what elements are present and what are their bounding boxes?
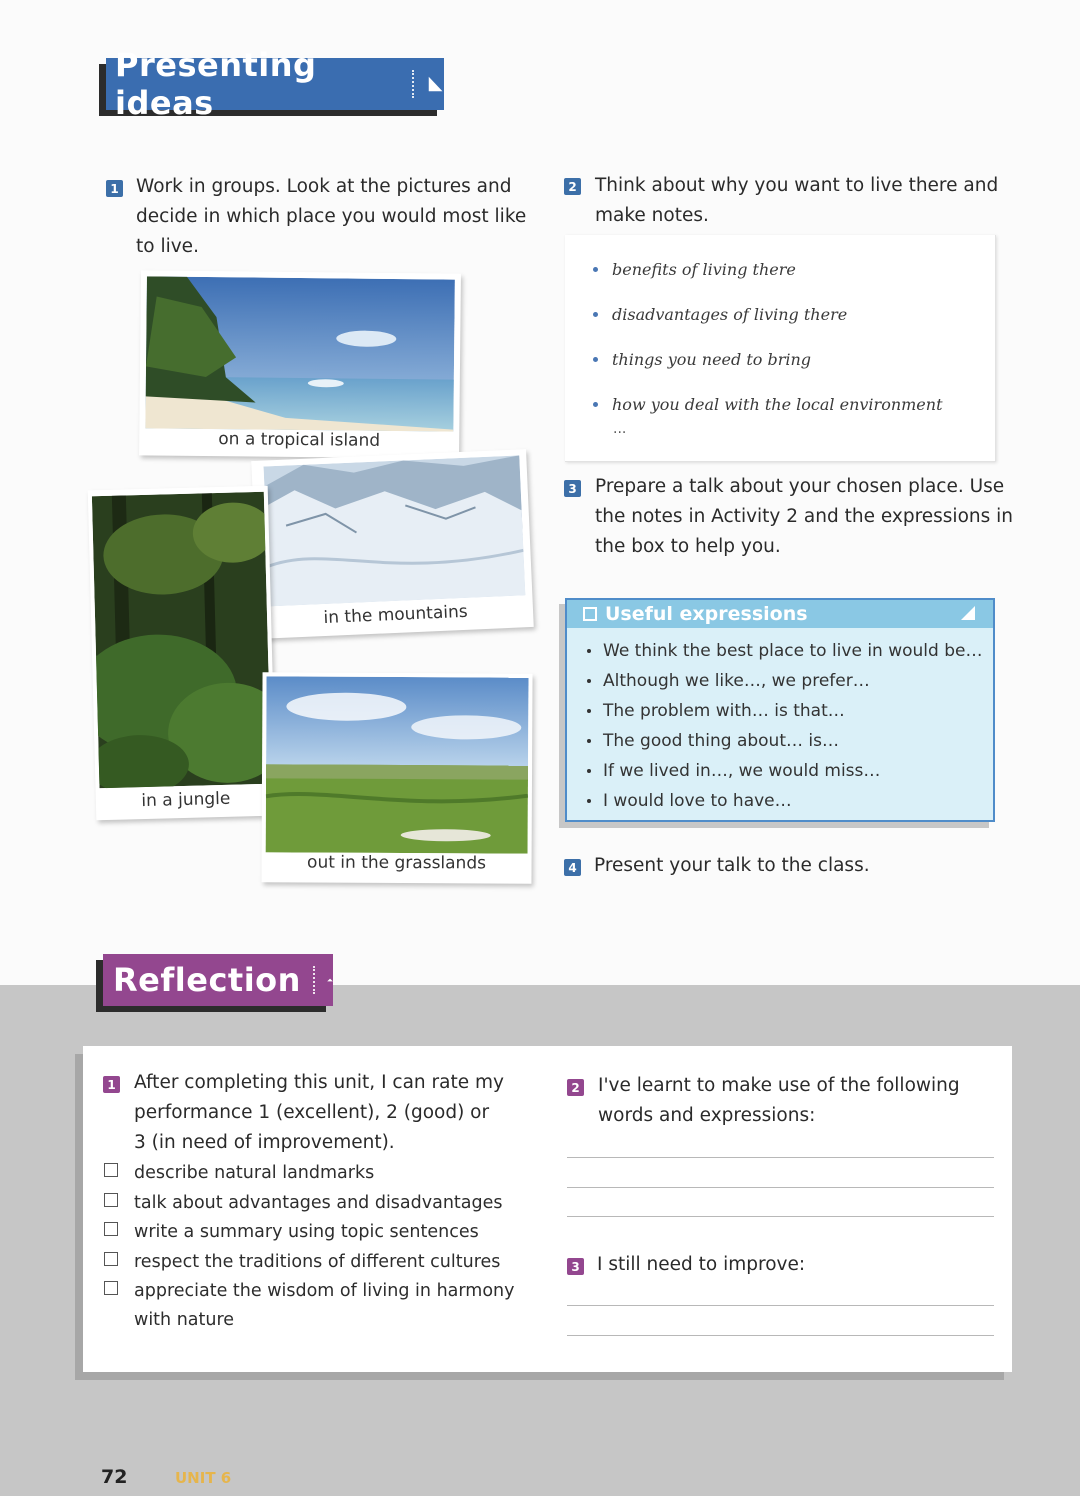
note-item: benefits of living there <box>593 247 943 292</box>
photo-tropical-island <box>139 270 461 458</box>
reflection-2-number: 2 <box>567 1079 584 1096</box>
activity-1-text: Work in groups. Look at the pictures and decide in which place you would most like to live. <box>136 176 527 257</box>
caption-mountains: in the mountains <box>323 601 469 629</box>
jungle-image <box>92 492 272 788</box>
island-image <box>145 276 455 431</box>
answer-line[interactable] <box>567 1305 994 1306</box>
expression-item: The problem with… is that… <box>587 696 982 726</box>
triangle-up-icon <box>327 971 333 989</box>
checkbox[interactable] <box>104 1163 118 1177</box>
activity-2-text: Think about why you want to live there and make notes. <box>595 175 999 226</box>
useful-expressions-box <box>565 598 995 822</box>
note-item: things you need to bring <box>593 337 943 382</box>
useful-expressions-header: Useful expressions <box>567 600 993 628</box>
activity-4-text: Present your talk to the class. <box>594 855 870 876</box>
caption-island: on a tropical island <box>218 429 381 451</box>
checkbox[interactable] <box>104 1281 118 1295</box>
note-item: disadvantages of living there <box>593 292 943 337</box>
expression-item: I would love to have… <box>587 786 982 816</box>
notes-ellipsis: ... <box>613 421 627 437</box>
reflection-title: Reflection <box>113 961 301 999</box>
checkbox[interactable] <box>104 1252 118 1266</box>
mountains-image <box>263 455 525 606</box>
flag-icon <box>426 74 444 94</box>
activity-1-number: 1 <box>106 180 123 197</box>
reflection-3-number: 3 <box>567 1258 584 1275</box>
grasslands-image <box>266 676 529 853</box>
photo-mountains <box>251 449 534 639</box>
answer-line[interactable] <box>567 1187 994 1188</box>
checkbox-icon <box>583 607 597 621</box>
reflection-1-number: 1 <box>103 1076 120 1093</box>
presenting-ideas-header <box>99 46 445 122</box>
photo-grasslands <box>261 672 532 883</box>
activity-3-number: 3 <box>564 480 581 497</box>
section-title: Presenting ideas <box>115 46 317 122</box>
activity-4-number: 4 <box>564 859 581 876</box>
checkbox[interactable] <box>104 1222 118 1236</box>
expression-item: We think the best place to live in would be… <box>587 636 982 666</box>
photo-jungle <box>88 486 277 821</box>
reflection-1-text: After completing this unit, I can rate my performance 1 (excellent), 2 (good) or 3 (in need of improvement). <box>134 1072 504 1153</box>
page-number: 72 <box>101 1466 128 1488</box>
reflection-2-text: I've learnt to make use of the following words and expressions: <box>598 1075 960 1126</box>
answer-line[interactable] <box>567 1216 994 1217</box>
expression-item: If we lived in…, we would miss… <box>587 756 982 786</box>
unit-label: UNIT 6 <box>175 1469 232 1487</box>
expression-item: The good thing about… is… <box>587 726 982 756</box>
note-item: how you deal with the local environment <box>593 382 943 427</box>
expression-item: Although we like…, we prefer… <box>587 666 982 696</box>
answer-line[interactable] <box>567 1335 994 1336</box>
activity-2-number: 2 <box>564 178 581 195</box>
checkbox[interactable] <box>104 1193 118 1207</box>
notes-card <box>565 235 996 462</box>
answer-line[interactable] <box>567 1157 994 1158</box>
corner-triangle-icon <box>961 606 975 620</box>
reflection-header <box>96 954 334 1014</box>
reflection-3-text: I still need to improve: <box>597 1254 806 1275</box>
caption-jungle: in a jungle <box>141 788 231 812</box>
caption-grasslands: out in the grasslands <box>307 852 487 874</box>
activity-3-text: Prepare a talk about your chosen place. Use the notes in Activity 2 and the expressions in the box to help you. <box>595 476 1014 557</box>
